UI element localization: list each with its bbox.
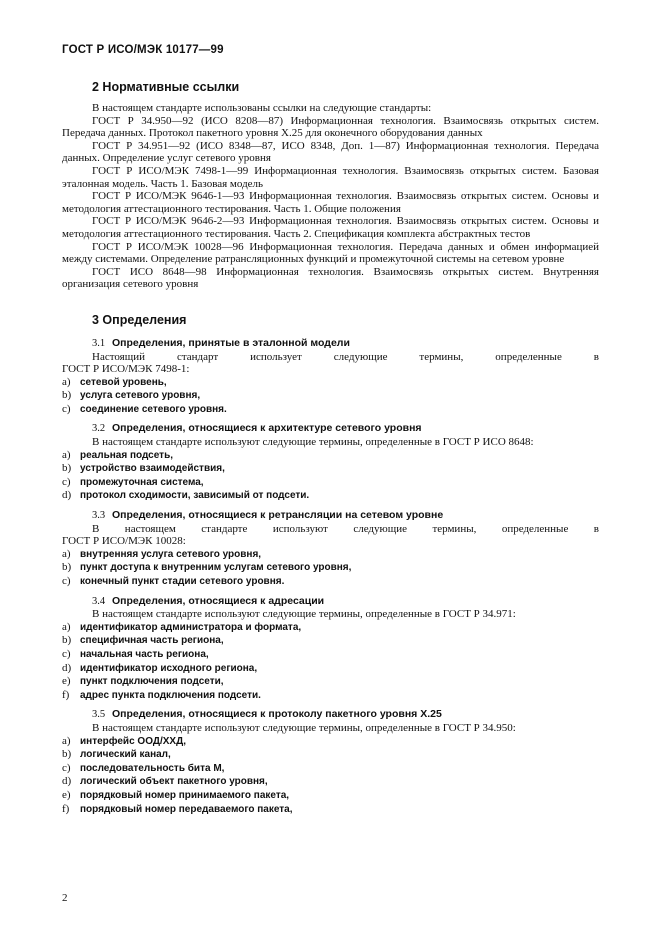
item-marker: c) bbox=[62, 647, 71, 660]
section-3-heading: 3 Определения bbox=[92, 312, 187, 327]
subsection-number: 3.2 bbox=[92, 423, 106, 435]
list-item bbox=[62, 489, 599, 503]
reference-entry: ГОСТ Р 34.950—92 (ИСО 8208—87) Информационная технология. Взаимосвязь открытых систем. Передача данных. Протокол пакетного уровня X.25 для оконечного оборудования данных bbox=[62, 114, 599, 140]
reference-entry: ГОСТ ИСО 8648—98 Информационная технология. Взаимосвязь открытых систем. Внутренняя организация сетевого уровня bbox=[62, 265, 599, 291]
list-item bbox=[62, 561, 599, 575]
subsection-title: Определения, относящиеся к архитектуре сетевого уровня bbox=[112, 422, 422, 435]
item-marker: b) bbox=[62, 561, 72, 574]
references-intro: В настоящем стандарте использованы ссылки на следующие стандарты: bbox=[92, 102, 432, 114]
item-term: идентификатор администратора и формата, bbox=[80, 621, 302, 633]
item-term: последовательность бита М, bbox=[80, 762, 225, 774]
item-marker: c) bbox=[62, 761, 71, 774]
term-list bbox=[62, 449, 599, 503]
document-page bbox=[62, 44, 599, 816]
term-list bbox=[62, 621, 599, 703]
subsection-number: 3.3 bbox=[92, 510, 106, 522]
subsection-number: 3.5 bbox=[92, 709, 106, 721]
list-item bbox=[62, 403, 599, 417]
item-term: логический объект пакетного уровня, bbox=[80, 776, 268, 788]
section-2-heading: 2 Нормативные ссылки bbox=[92, 80, 240, 94]
list-item bbox=[62, 389, 599, 403]
reference-entry: ГОСТ Р ИСО/МЭК 7498-1—99 Информационная технология. Взаимосвязь открытых систем. Базовая эталонная модель. Часть 1. Базовая модель bbox=[62, 164, 599, 190]
item-marker: a) bbox=[62, 448, 71, 461]
term-list bbox=[62, 735, 599, 817]
item-term: сетевой уровень, bbox=[80, 376, 167, 388]
list-item bbox=[62, 621, 599, 635]
subsection-intro: В настоящем стандарте используют следующие термины, определенные в ГОСТ Р 34.971: bbox=[92, 608, 516, 621]
item-marker: c) bbox=[62, 402, 71, 415]
item-marker: b) bbox=[62, 389, 72, 402]
item-marker: a) bbox=[62, 547, 71, 560]
item-marker: c) bbox=[62, 475, 71, 488]
list-item bbox=[62, 548, 599, 562]
subsection-intro-cont: ГОСТ Р ИСО/МЭК 7498-1: bbox=[62, 363, 190, 376]
term-list bbox=[62, 376, 599, 417]
subsection-intro: Настоящий стандарт использует следующие термины, определенные в bbox=[92, 350, 599, 363]
item-marker: b) bbox=[62, 462, 72, 475]
item-term: логический канал, bbox=[80, 749, 171, 761]
item-term: начальная часть региона, bbox=[80, 648, 209, 660]
subsection-heading bbox=[62, 595, 599, 609]
subsection-number: 3.1 bbox=[92, 337, 106, 349]
item-term: пункт подключения подсети, bbox=[80, 676, 224, 688]
list-item bbox=[62, 449, 599, 463]
subsection-heading bbox=[62, 708, 599, 722]
running-header: ГОСТ Р ИСО/МЭК 10177—99 bbox=[62, 44, 224, 56]
item-term: устройство взаимодействия, bbox=[80, 463, 225, 475]
list-item bbox=[62, 648, 599, 662]
item-marker: b) bbox=[62, 748, 72, 761]
item-term: реальная подсеть, bbox=[80, 449, 173, 461]
subsection-3-4 bbox=[62, 595, 599, 703]
item-term: конечный пункт стадии сетевого уровня. bbox=[80, 576, 285, 587]
list-item bbox=[62, 762, 599, 776]
list-item bbox=[62, 689, 599, 703]
section-2-body bbox=[62, 102, 599, 291]
subsection-3-2 bbox=[62, 422, 599, 503]
item-marker: e) bbox=[62, 788, 71, 801]
item-marker: a) bbox=[62, 734, 71, 747]
subsection-intro: В настоящем стандарте используют следующие термины, определенные в bbox=[92, 522, 599, 535]
subsection-intro: В настоящем стандарте используют следующие термины, определенные в ГОСТ Р ИСО 8648: bbox=[92, 436, 534, 449]
item-term: идентификатор исходного региона, bbox=[80, 662, 258, 674]
item-marker: e) bbox=[62, 675, 71, 688]
list-item bbox=[62, 575, 599, 589]
item-term: порядковый номер передаваемого пакета, bbox=[80, 803, 293, 815]
subsection-title: Определения, принятые в эталонной модели bbox=[112, 336, 350, 349]
subsection-heading bbox=[62, 337, 599, 351]
subsection-title: Определения, относящиеся к ретрансляции на сетевом уровне bbox=[112, 509, 444, 522]
list-item bbox=[62, 748, 599, 762]
item-term: соединение сетевого уровня. bbox=[80, 403, 227, 415]
page-number: 2 bbox=[62, 892, 68, 904]
item-term: адрес пункта подключения подсети. bbox=[80, 689, 261, 701]
item-term: интерфейс ООД/ХХД, bbox=[80, 735, 186, 747]
subsection-heading bbox=[62, 509, 599, 523]
subsection-title: Определения, относящиеся к адресации bbox=[112, 594, 325, 607]
term-list bbox=[62, 548, 599, 589]
item-marker: d) bbox=[62, 661, 72, 674]
item-marker: f) bbox=[62, 688, 70, 701]
subsection-intro-cont: ГОСТ Р ИСО/МЭК 10028: bbox=[62, 535, 186, 548]
item-marker: a) bbox=[62, 620, 71, 633]
list-item bbox=[62, 803, 599, 817]
subsection-title: Определения, относящиеся к протоколу пакетного уровня X.25 bbox=[112, 708, 442, 721]
list-item bbox=[62, 462, 599, 476]
list-item bbox=[62, 789, 599, 803]
item-term: пункт доступа к внутренним услугам сетевого уровня, bbox=[80, 562, 352, 574]
item-marker: b) bbox=[62, 634, 72, 647]
list-item bbox=[62, 775, 599, 789]
list-item bbox=[62, 675, 599, 689]
item-term: внутренняя услуга сетевого уровня, bbox=[80, 548, 262, 560]
item-term: протокол сходимости, зависимый от подсети. bbox=[80, 490, 310, 502]
item-term: специфичная часть региона, bbox=[80, 635, 224, 647]
subsection-3-3 bbox=[62, 509, 599, 589]
list-item bbox=[62, 735, 599, 749]
list-item bbox=[62, 662, 599, 676]
subsection-intro: В настоящем стандарте используют следующие термины, определенные в ГОСТ Р 34.950: bbox=[92, 721, 516, 734]
subsection-number: 3.4 bbox=[92, 595, 106, 607]
reference-entry: ГОСТ Р 34.951—92 (ИСО 8348—87, ИСО 8348, Доп. 1—87) Информационная технология. Передача данных. Определение услуг сетевого уровня bbox=[62, 139, 599, 165]
list-item bbox=[62, 634, 599, 648]
reference-entry: ГОСТ Р ИСО/МЭК 9646-2—93 Информационная технология. Взаимосвязь открытых систем. Основы и методология аттестационного тестирования. Часть 2. Спецификация комплекта абстрактных тестов bbox=[62, 215, 599, 240]
item-term: промежуточная система, bbox=[80, 476, 204, 488]
item-marker: d) bbox=[62, 775, 72, 788]
list-item bbox=[62, 376, 599, 390]
item-marker: a) bbox=[62, 375, 71, 388]
reference-entry: ГОСТ Р ИСО/МЭК 10028—96 Информационная технология. Передача данных и обмен информацией между системами. Определение ратрансляционных функций и промежуточной системы на сетевом уровне bbox=[62, 240, 599, 266]
reference-entry: ГОСТ Р ИСО/МЭК 9646-1—93 Информационная технология. Взаимосвязь открытых систем. Основы и методология аттестационного тестирования. Часть 1. Общие положения bbox=[62, 190, 599, 215]
item-marker: c) bbox=[62, 575, 71, 587]
subsection-3-1 bbox=[62, 337, 599, 417]
subsection-3-5 bbox=[62, 708, 599, 816]
item-marker: d) bbox=[62, 489, 72, 502]
subsection-heading bbox=[62, 422, 599, 436]
item-term: услуга сетевого уровня, bbox=[80, 390, 201, 402]
item-term: порядковый номер принимаемого пакета, bbox=[80, 789, 290, 801]
list-item bbox=[62, 476, 599, 490]
item-marker: f) bbox=[62, 802, 70, 815]
